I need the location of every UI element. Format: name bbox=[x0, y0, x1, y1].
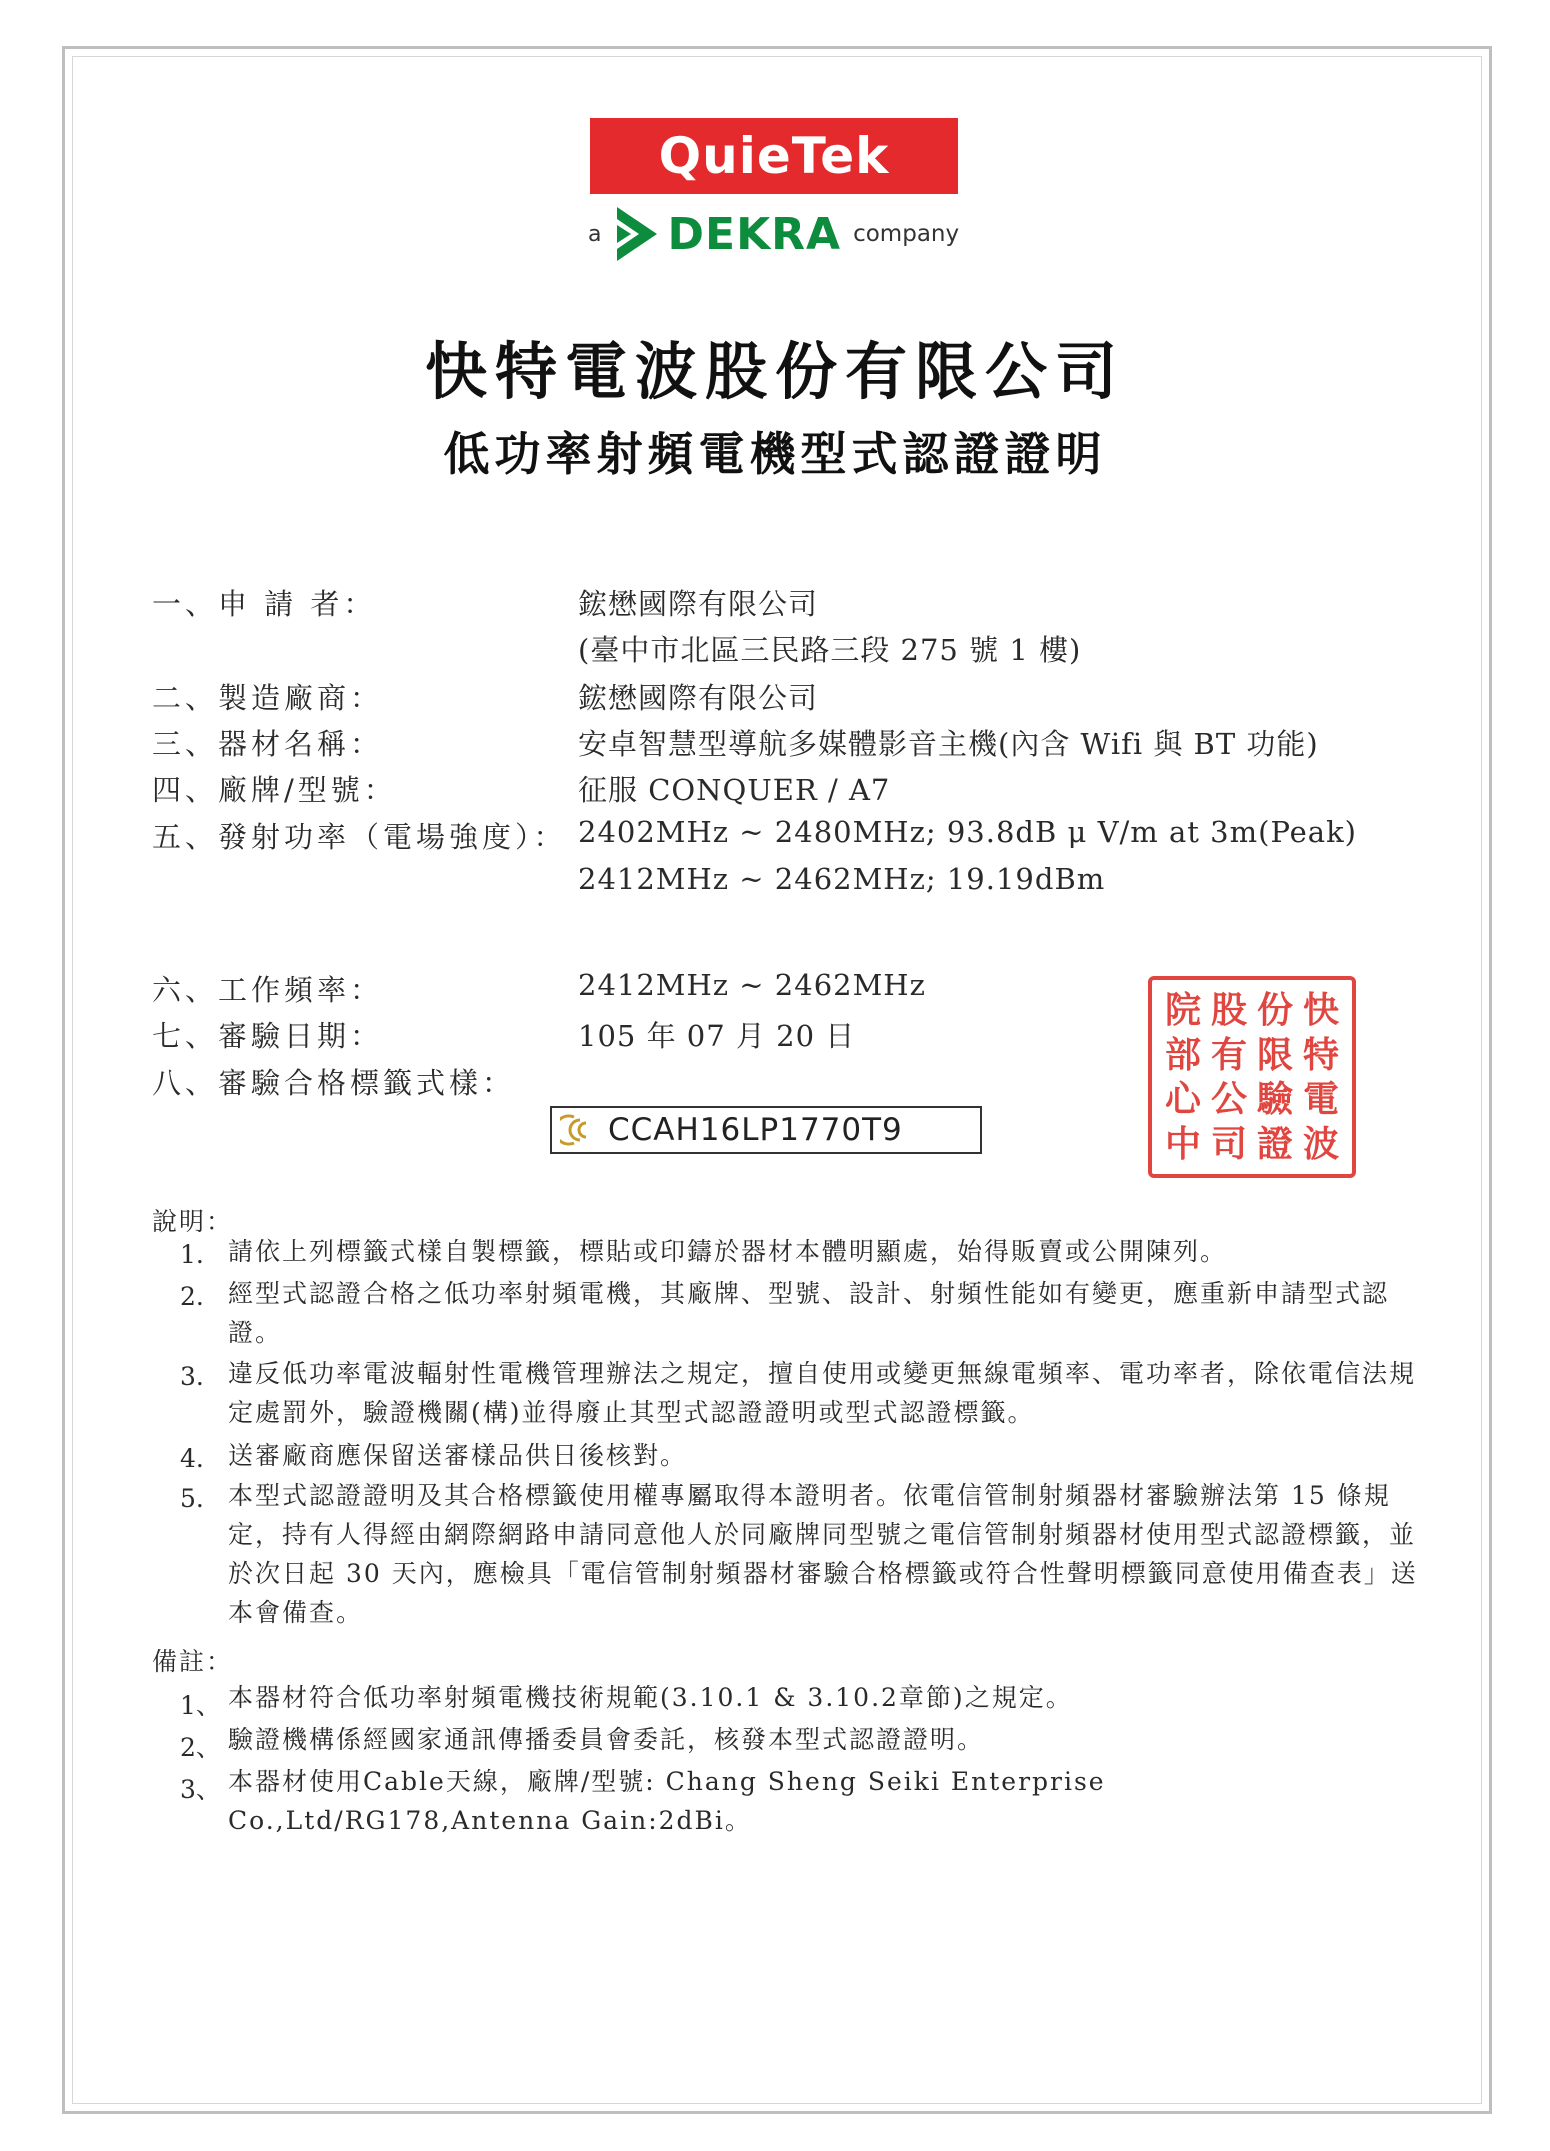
field-frequency-label: 六、工作頻率： bbox=[152, 973, 384, 1007]
dekra-arrow-icon bbox=[613, 205, 659, 263]
note-text: 請依上列標籤式樣自製標籤，標貼或印鑄於器材本體明顯處，始得販賣或公開陳列。 bbox=[228, 1237, 1228, 1266]
remark-text: 本器材符合低功率射頻電機技術規範(3.10.1 & 3.10.2章節)之規定。 bbox=[228, 1683, 1073, 1712]
seal-character: 限 bbox=[1256, 1033, 1293, 1076]
seal-character: 院 bbox=[1164, 989, 1201, 1032]
certification-label-box bbox=[550, 1106, 982, 1154]
seal-character: 證 bbox=[1256, 1122, 1293, 1165]
seal-character: 特 bbox=[1302, 1033, 1339, 1076]
field-equipment-value: 安卓智慧型導航多媒體影音主機(內含 Wifi 與 BT 功能) bbox=[578, 727, 1319, 761]
remarks-heading: 備註： bbox=[152, 1647, 234, 1676]
field-power-value-2: 2412MHz ~ 2462MHz; 19.19dBm bbox=[578, 862, 1106, 896]
note-text: 經型式認證合格之低功率射頻電機，其廠牌、型號、設計、射頻性能如有變更，應重新申請型式認證。 bbox=[228, 1279, 1390, 1347]
note-text: 違反低功率電波輻射性電機管理辦法之規定，擅自使用或變更無線電頻率、電功率者，除依電信法規定處罰外，驗證機關(構)並得廢止其型式認證證明或型式認證標籤。 bbox=[228, 1359, 1417, 1427]
seal-character: 司 bbox=[1210, 1122, 1247, 1165]
seal-character: 有 bbox=[1210, 1033, 1247, 1076]
field-brand-model-value: 征服 CONQUER / A7 bbox=[578, 773, 891, 807]
field-manufacturer-label: 二、製造廠商： bbox=[152, 681, 384, 715]
seal-character: 快 bbox=[1302, 989, 1339, 1032]
dekra-word: DEKRA bbox=[667, 208, 842, 260]
field-applicant-value: 鋐懋國際有限公司 bbox=[578, 587, 819, 621]
remark-number: 1、 bbox=[180, 1691, 221, 1720]
field-brand-model-label: 四、廠牌/型號： bbox=[152, 773, 397, 807]
remark-text: 本器材使用Cable天線，廠牌/型號: Chang Sheng Seiki Enterprise Co.,Ltd/RG178,Antenna Gain:2dBi。 bbox=[228, 1767, 1106, 1835]
seal-characters bbox=[1160, 988, 1344, 1166]
notes-heading: 說明： bbox=[152, 1207, 234, 1236]
dekra-prefix: a bbox=[588, 221, 602, 247]
remark-number: 2、 bbox=[180, 1733, 221, 1762]
certification-label-text: CCAH16LP1770T9 bbox=[608, 1112, 903, 1148]
quietek-logo-text: QuieTek bbox=[658, 127, 890, 185]
seal-character: 份 bbox=[1256, 989, 1293, 1032]
field-manufacturer-value: 鋐懋國際有限公司 bbox=[578, 681, 819, 715]
remark-number: 3、 bbox=[180, 1775, 221, 1804]
remark-text: 驗證機構係經國家通訊傳播委員會委託，核發本型式認證證明。 bbox=[228, 1725, 985, 1754]
seal-character: 驗 bbox=[1256, 1078, 1293, 1121]
field-date-label: 七、審驗日期： bbox=[152, 1019, 384, 1053]
field-applicant-label: 一、申 請 者： bbox=[152, 587, 377, 621]
seal-character: 電 bbox=[1302, 1078, 1339, 1121]
note-number: 1. bbox=[180, 1240, 204, 1269]
seal-character: 波 bbox=[1302, 1122, 1339, 1165]
field-frequency-value: 2412MHz ~ 2462MHz bbox=[578, 968, 926, 1002]
official-seal bbox=[1148, 976, 1356, 1178]
seal-character: 中 bbox=[1164, 1122, 1201, 1165]
note-number: 3. bbox=[180, 1362, 204, 1391]
dekra-tagline bbox=[588, 204, 968, 264]
field-equipment-label: 三、器材名稱： bbox=[152, 727, 384, 761]
seal-character: 公 bbox=[1210, 1078, 1247, 1121]
note-number: 4. bbox=[180, 1444, 204, 1473]
company-title: 快特電波股份有限公司 bbox=[424, 335, 1125, 408]
field-power-label: 五、發射功率（電場強度）： bbox=[152, 820, 567, 854]
dekra-suffix: company bbox=[853, 221, 960, 247]
note-text: 本型式認證證明及其合格標籤使用權專屬取得本證明者。依電信管制射頻器材審驗辦法第 15 條規定，持有人得經由網際網路申請同意他人於同廠牌同型號之電信管制射頻器材使用型式認證標籤，並於次日起 30 天內，應檢具「電信管制射頻器材審驗合格標籤或符合性聲明標籤同意使用備查表」送本會備查。 bbox=[228, 1481, 1418, 1627]
seal-character: 股 bbox=[1210, 989, 1247, 1032]
field-label-sample-label: 八、審驗合格標籤式樣： bbox=[152, 1066, 516, 1100]
seal-character: 心 bbox=[1164, 1078, 1201, 1121]
note-number: 2. bbox=[180, 1282, 204, 1311]
note-text: 送審廠商應保留送審樣品供日後核對。 bbox=[228, 1441, 688, 1470]
field-power-value-1: 2402MHz ~ 2480MHz; 93.8dB μ V/m at 3m(Peak) bbox=[578, 815, 1357, 849]
seal-character: 部 bbox=[1164, 1033, 1201, 1076]
field-applicant-address: (臺中市北區三民路三段 275 號 1 樓) bbox=[578, 633, 1082, 667]
ncc-mark-icon bbox=[560, 1113, 600, 1147]
quietek-logo bbox=[590, 118, 958, 194]
note-number: 5. bbox=[180, 1484, 204, 1513]
field-date-value: 105 年 07 月 20 日 bbox=[578, 1019, 856, 1053]
document-title: 低功率射頻電機型式認證證明 bbox=[443, 427, 1107, 481]
